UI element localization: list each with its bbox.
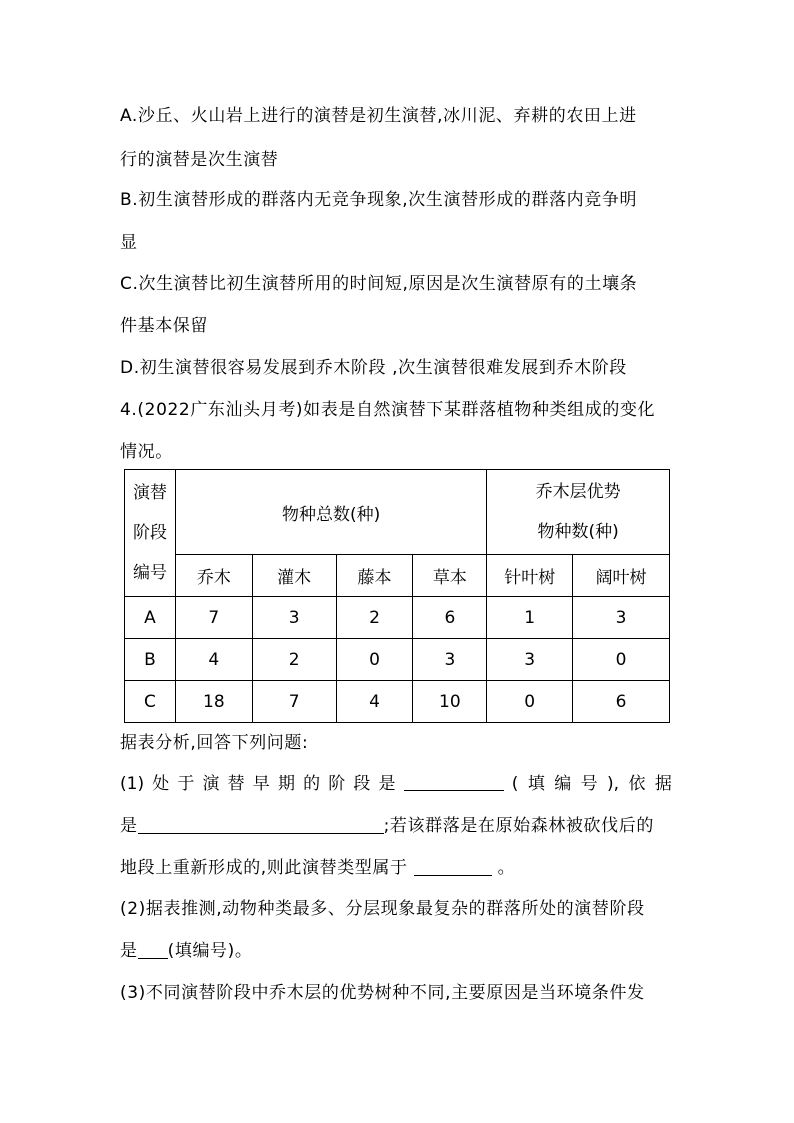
q1-text: 期 [277, 774, 295, 794]
subheader-arbor: 乔木 [175, 555, 252, 597]
analysis-instruction: 据表分析,回答下列问题: [120, 733, 309, 753]
q1-text: 阶 [328, 774, 346, 794]
q1-text: 段 [353, 774, 371, 794]
q1-text: 早 [252, 774, 270, 794]
header-text: 乔木层优势 [535, 482, 621, 502]
table-header-row-1 [125, 470, 670, 555]
question-1-line2 [120, 814, 654, 838]
table-cell: 2 [336, 597, 413, 639]
table-header-row-2 [125, 555, 670, 597]
option-d-line1: D.初生演替很容易发展到乔木阶段 ,次生演替很难发展到乔木阶段 [120, 358, 627, 378]
table-cell: 3 [252, 597, 336, 639]
question-1-line1 [120, 772, 672, 796]
table-cell: 10 [413, 681, 487, 723]
answer-blank-stage[interactable] [404, 772, 504, 791]
q1-text: 处 [152, 774, 170, 794]
q1-text: 是 [120, 816, 138, 836]
question-2-line2 [120, 939, 252, 963]
subheader-conifer: 针叶树 [487, 555, 573, 597]
table-row [125, 681, 670, 723]
table-cell: 0 [336, 639, 413, 681]
table-cell: 7 [175, 597, 252, 639]
subheader-broadleaf: 阔叶树 [573, 555, 670, 597]
q1-text: 是 [378, 774, 396, 794]
table-row [125, 597, 670, 639]
q1-text: 地段上重新形成的,则此演替类型属于 [120, 858, 408, 878]
table-cell: 7 [252, 681, 336, 723]
q1-text: 于 [177, 774, 195, 794]
option-b-line1: B.初生演替形成的群落内无竞争现象,次生演替形成的群落内竞争明 [120, 190, 638, 210]
table-cell: 0 [573, 639, 670, 681]
subheader-shrub: 灌木 [252, 555, 336, 597]
header-text: 物种数(种) [537, 522, 619, 542]
subheader-herb: 草本 [413, 555, 487, 597]
answer-blank-basis[interactable] [138, 815, 384, 834]
option-a-line2: 行的演替是次生演替 [120, 150, 279, 170]
stage-number-header [125, 470, 176, 597]
header-text: 编号 [132, 563, 167, 583]
table-cell: 1 [487, 597, 573, 639]
table-cell: 3 [413, 639, 487, 681]
stage-cell: C [125, 681, 176, 723]
table-cell: 6 [413, 597, 487, 639]
q1-text: 替 [227, 774, 245, 794]
answer-blank-type[interactable] [414, 857, 492, 876]
q1-text: 。 [497, 858, 516, 878]
answer-blank-stage-2[interactable] [138, 940, 168, 959]
table-cell: 18 [175, 681, 252, 723]
stage-cell: A [125, 597, 176, 639]
option-b-line2: 显 [120, 233, 138, 253]
succession-table [124, 469, 670, 723]
header-text: 阶段 [132, 523, 167, 543]
question-4-stem-cont: 情况。 [120, 442, 173, 462]
q1-text: (1) [120, 774, 145, 794]
question-4-stem: 4.(2022广东汕头月考)如表是自然演替下某群落植物种类组成的变化 [120, 400, 656, 420]
table-cell: 3 [573, 597, 670, 639]
table-cell: 4 [336, 681, 413, 723]
q2-text: (填编号)。 [167, 941, 253, 961]
species-total-header: 物种总数(种) [175, 470, 486, 555]
question-1-line3 [120, 856, 515, 880]
q1-text: ( 填 编 号 ), 依 据 [511, 774, 672, 794]
q1-text: ;若该群落是在原始森林被砍伐后的 [383, 816, 654, 836]
subheader-vine: 藤本 [336, 555, 413, 597]
option-c-line1: C.次生演替比初生演替所用的时间短,原因是次生演替原有的土壤条 [120, 274, 638, 294]
table-cell: 2 [252, 639, 336, 681]
dominant-species-header [487, 470, 670, 555]
q2-text: 是 [120, 941, 138, 961]
option-a-line1: A.沙丘、火山岩上进行的演替是初生演替,冰川泥、弃耕的农田上进 [120, 106, 637, 126]
table-cell: 3 [487, 639, 573, 681]
header-text: 演替 [132, 483, 167, 503]
table-row [125, 639, 670, 681]
stage-cell: B [125, 639, 176, 681]
table-cell: 4 [175, 639, 252, 681]
question-3-line1: (3)不同演替阶段中乔木层的优势树种不同,主要原因是当环境条件发 [120, 983, 645, 1003]
table-cell: 0 [487, 681, 573, 723]
option-c-line2: 件基本保留 [120, 316, 208, 336]
q1-text: 的 [303, 774, 321, 794]
q1-text: 演 [202, 774, 220, 794]
table-cell: 6 [573, 681, 670, 723]
question-2-line1: (2)据表推测,动物种类最多、分层现象最复杂的群落所处的演替阶段 [120, 899, 645, 919]
